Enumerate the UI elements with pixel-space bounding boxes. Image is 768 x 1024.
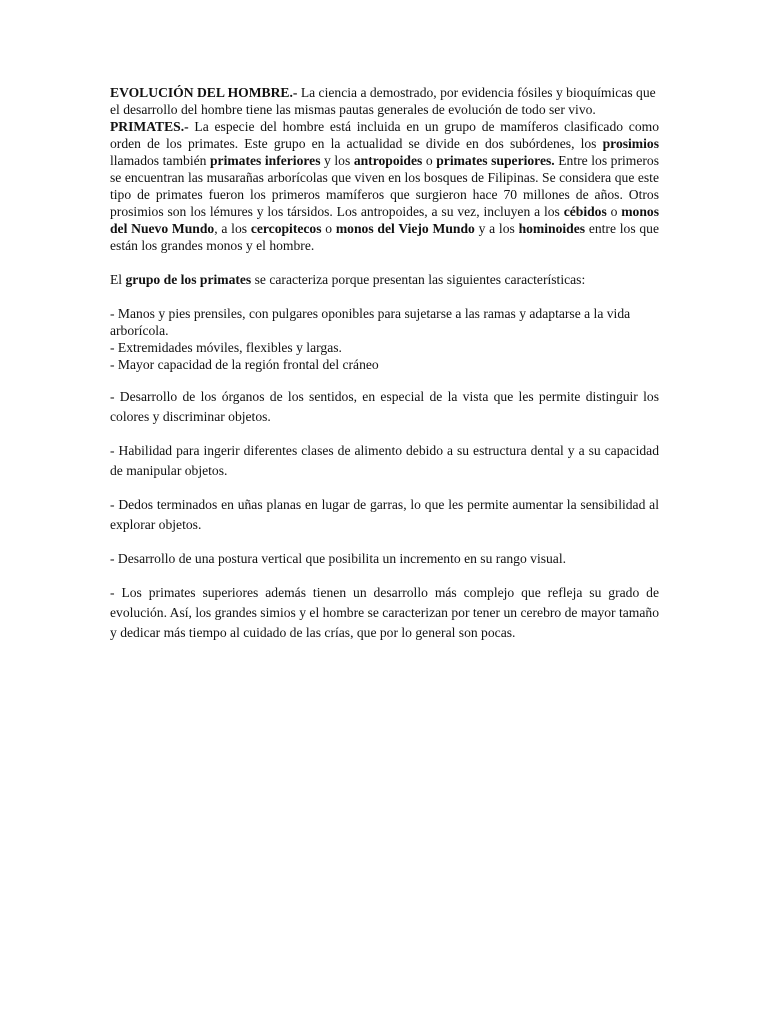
spacer bbox=[110, 288, 659, 305]
spacer bbox=[110, 569, 659, 583]
term-grupo-primates: grupo de los primates bbox=[125, 272, 252, 287]
paragraph-item-superiores: - Los primates superiores además tienen un desarrollo más complejo que refleja su grado de evolución. Así, los grandes simios y el hombre se caracterizan por tener un cerebro de mayor tamaño y dedicar más tiempo al cuidado de las crías, que por lo general son pocas. bbox=[110, 585, 659, 640]
spacer bbox=[110, 481, 659, 495]
term-monos-nuevo-mundo: monos del Nuevo Mundo bbox=[110, 204, 660, 236]
text-segment: Entre los primeros se encuentran las musarañas arborícolas que viven en los bosques de Filipinas. Se considera que este tipo de primates fueron los primeros mamíferos que surgieron hace 70 millones de años. Otros prosimios son los lémures y los társidos. Los antropoides, a su vez, incluyen a los bbox=[110, 153, 659, 219]
text-segment: , a los bbox=[214, 221, 251, 236]
spacer bbox=[110, 254, 659, 271]
spacer bbox=[110, 535, 659, 549]
paragraph-item-sentidos: - Desarrollo de los órganos de los sentidos, en especial de la vista que les permite distinguir los colores y discriminar objetos. bbox=[110, 389, 659, 424]
term-prosimios: prosimios bbox=[602, 136, 659, 151]
text-segment: entre los que están los grandes monos y el hombre. bbox=[110, 221, 660, 253]
paragraph-primates bbox=[110, 118, 659, 254]
paragraph-item-dedos: - Dedos terminados en uñas planas en lugar de garras, lo que les permite aumentar la sensibilidad al explorar objetos. bbox=[110, 497, 659, 532]
paragraph-evolucion bbox=[110, 84, 659, 118]
term-cebidos: cébidos bbox=[563, 204, 607, 219]
heading-evolucion: EVOLUCIÓN DEL HOMBRE.- bbox=[110, 85, 298, 100]
text-segment: o bbox=[606, 204, 622, 219]
text-segment: y a los bbox=[474, 221, 519, 236]
text-segment: o bbox=[422, 153, 437, 168]
term-primates-superiores: primates superiores. bbox=[436, 153, 555, 168]
paragraph-grupo bbox=[110, 271, 659, 288]
document-page bbox=[110, 84, 659, 643]
text-segment: llamados también bbox=[110, 153, 210, 168]
spacer bbox=[110, 373, 659, 387]
text-segment: se caracteriza porque presentan las siguientes características: bbox=[251, 272, 586, 287]
paragraph-item-alimento: - Habilidad para ingerir diferentes clases de alimento debido a su estructura dental y a su capacidad de manipular objetos. bbox=[110, 443, 659, 478]
list-item: - Extremidades móviles, flexibles y largas. bbox=[110, 340, 342, 355]
term-monos-viejo-mundo: monos del Viejo Mundo bbox=[335, 221, 475, 236]
term-antropoides: antropoides bbox=[353, 153, 423, 168]
heading-primates: PRIMATES.- bbox=[110, 119, 189, 134]
text-segment: y los bbox=[320, 153, 354, 168]
list-item: - Mayor capacidad de la región frontal del cráneo bbox=[110, 357, 379, 372]
term-hominoides: hominoides bbox=[518, 221, 586, 236]
list-characteristics bbox=[110, 305, 659, 373]
term-primates-inferiores: primates inferiores bbox=[209, 153, 321, 168]
term-cercopitecos: cercopitecos bbox=[250, 221, 322, 236]
paragraph-item-postura: - Desarrollo de una postura vertical que posibilita un incremento en su rango visual. bbox=[110, 551, 567, 566]
list-item: - Manos y pies prensiles, con pulgares oponibles para sujetarse a las ramas y adaptarse a la vida arborícola. bbox=[110, 306, 631, 338]
spacer bbox=[110, 427, 659, 441]
text-segment: La especie del hombre está incluida en un grupo de mamíferos clasificado como orden de los primates. Este grupo en la actualidad se divide en dos subórdenes, los bbox=[110, 119, 659, 151]
text-segment: El bbox=[110, 272, 126, 287]
text-segment: o bbox=[321, 221, 336, 236]
text-segment: La ciencia a demostrado, por evidencia fósiles y bioquímicas que el desarrollo del hombre tiene las mismas pautas generales de evolución de todo ser vivo. bbox=[110, 85, 656, 117]
